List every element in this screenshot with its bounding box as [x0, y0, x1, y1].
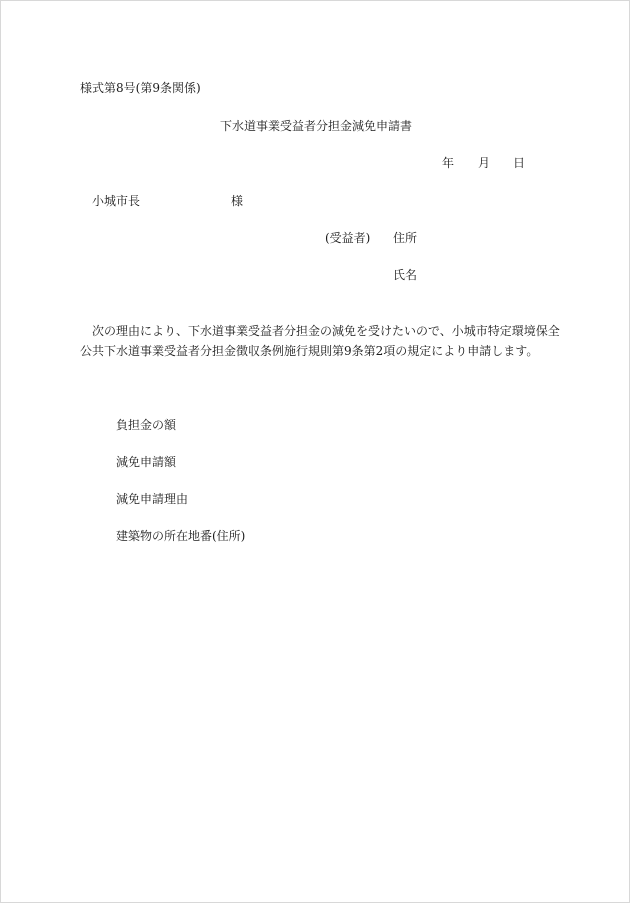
item-building-location: 建築物の所在地番(住所) [116, 529, 246, 543]
document-title: 下水道事業受益者分担金減免申請書 [220, 119, 413, 133]
item-reduction-amount: 減免申請額 [116, 455, 177, 469]
applicant-role-label: (受益者) [325, 231, 371, 245]
body-line-2: 公共下水道事業受益者分担金徴収条例施行規則第9条第2項の規定により申請します。 [80, 344, 539, 358]
body-line-1: 次の理由により、下水道事業受益者分担金の減免を受けたいので、小城市特定環境保全 [92, 324, 560, 338]
applicant-address-label: 住所 [393, 231, 418, 245]
date-month-label: 月 [478, 156, 491, 170]
form-number: 様式第8号(第9条関係) [80, 81, 201, 95]
date-day-label: 日 [513, 156, 526, 170]
addressee-honorific: 様 [231, 194, 244, 208]
item-charge-amount: 負担金の額 [116, 418, 177, 432]
date-year-label: 年 [442, 156, 455, 170]
applicant-name-label: 氏名 [393, 268, 418, 282]
item-reduction-reason: 減免申請理由 [116, 492, 189, 506]
addressee-name: 小城市長 [92, 194, 141, 208]
